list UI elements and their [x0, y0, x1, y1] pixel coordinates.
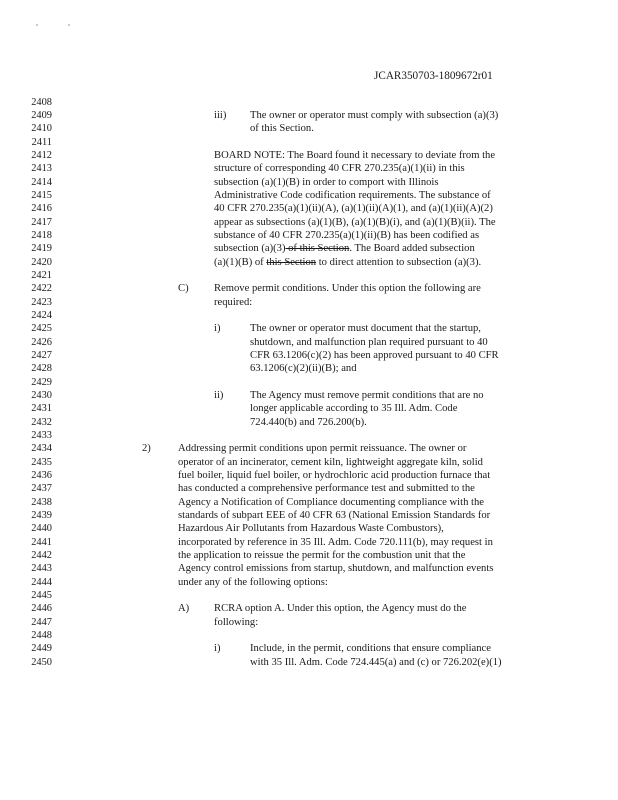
item-marker: i) — [214, 323, 221, 334]
item-marker: iii) — [214, 110, 227, 121]
body-text: following: — [214, 617, 259, 628]
line-number: 2433 — [31, 430, 52, 441]
board-note: substance of 40 CFR 270.235(a)(1)(ii)(B) has been codified as — [214, 230, 480, 241]
line-number: 2441 — [31, 537, 52, 548]
item-marker: i) — [214, 643, 221, 654]
line-number: 2436 — [31, 470, 52, 481]
body-text: Include, in the permit, conditions that ensure compliance — [250, 643, 491, 654]
line-number: 2409 — [31, 110, 52, 121]
document-id: JCAR350703-1809672r01 — [374, 70, 493, 82]
item-marker: C) — [178, 283, 189, 294]
body-text: The Agency must remove permit conditions that are no — [250, 390, 484, 401]
body-text: longer applicable according to 35 Ill. Adm. Code — [250, 403, 458, 414]
line-number: 2411 — [31, 137, 52, 148]
line-number: 2449 — [31, 643, 52, 654]
body-text: Agency control emissions from startup, shutdown, and malfunction events — [178, 563, 494, 574]
board-note — [214, 243, 475, 255]
line-number: 2448 — [31, 630, 52, 641]
line-number: 2414 — [31, 177, 52, 188]
line-number: 2450 — [31, 657, 52, 668]
board-note: appear as subsections (a)(1)(B), (a)(1)(B)(i), and (a)(1)(B)(ii). The — [214, 217, 496, 228]
body-text: incorporated by reference in 35 Ill. Adm. Code 720.111(b), may request in — [178, 537, 493, 548]
body-text: 63.1206(c)(2)(ii)(B); and — [250, 363, 357, 374]
body-text: operator of an incinerator, cement kiln, lightweight aggregate kiln, solid — [178, 457, 483, 468]
line-number: 2424 — [31, 310, 52, 321]
line-number: 2418 — [31, 230, 52, 241]
line-number: 2432 — [31, 417, 52, 428]
scan-speck — [68, 24, 70, 26]
line-number: 2415 — [31, 190, 52, 201]
body-text: Addressing permit conditions upon permit reissuance. The owner or — [178, 443, 467, 454]
line-number: 2439 — [31, 510, 52, 521]
item-marker: ii) — [214, 390, 224, 401]
board-note: 40 CFR 270.235(a)(1)(ii)(A), (a)(1)(ii)(A)(1), and (a)(1)(ii)(A)(2) — [214, 203, 493, 214]
line-number: 2444 — [31, 577, 52, 588]
line-number: 2446 — [31, 603, 52, 614]
note-text: to direct attention to subsection (a)(3). — [316, 257, 482, 268]
line-number: 2413 — [31, 163, 52, 174]
line-number: 2445 — [31, 590, 52, 601]
line-number: 2442 — [31, 550, 52, 561]
line-number: 2412 — [31, 150, 52, 161]
line-number: 2447 — [31, 617, 52, 628]
board-note: Administrative Code codification requirements. The substance of — [214, 190, 491, 201]
line-number: 2443 — [31, 563, 52, 574]
line-number: 2435 — [31, 457, 52, 468]
line-number: 2420 — [31, 257, 52, 268]
body-text: of this Section. — [250, 123, 314, 134]
body-text: standards of subpart EEE of 40 CFR 63 (National Emission Standards for — [178, 510, 491, 521]
body-text: required: — [214, 297, 253, 308]
line-number: 2422 — [31, 283, 52, 294]
line-number: 2427 — [31, 350, 52, 361]
deleted-text: this Section — [266, 257, 317, 268]
line-number: 2416 — [31, 203, 52, 214]
scan-speck — [36, 24, 38, 26]
board-note: structure of corresponding 40 CFR 270.235(a)(1)(ii) in this — [214, 163, 465, 174]
item-marker: 2) — [142, 443, 151, 454]
deleted-text: of this Section — [285, 243, 350, 254]
line-number: 2431 — [31, 403, 52, 414]
line-number: 2410 — [31, 123, 52, 134]
line-number: 2428 — [31, 363, 52, 374]
body-text: The owner or operator must document that the startup, — [250, 323, 481, 334]
line-number: 2425 — [31, 323, 52, 334]
line-number: 2417 — [31, 217, 52, 228]
board-note: BOARD NOTE: The Board found it necessary to deviate from the — [214, 150, 496, 161]
body-text: CFR 63.1206(c)(2) has been approved pursuant to 40 CFR — [250, 350, 499, 361]
line-number: 2426 — [31, 337, 52, 348]
line-number: 2438 — [31, 497, 52, 508]
body-text: fuel boiler, liquid fuel boiler, or hydrochloric acid production furnace that — [178, 470, 491, 481]
note-text: (a)(1)(B) of — [214, 257, 267, 268]
board-note: subsection (a)(1)(B) in order to comport with Illinois — [214, 177, 439, 188]
body-text: with 35 Ill. Adm. Code 724.445(a) and (c) or 726.202(e)(1) — [250, 657, 502, 668]
body-text: has conducted a comprehensive performance test and submitted to the — [178, 483, 475, 494]
line-number: 2437 — [31, 483, 52, 494]
line-number: 2408 — [31, 97, 52, 108]
note-text: subsection (a)(3) — [214, 243, 286, 254]
line-number: 2440 — [31, 523, 52, 534]
body-text: under any of the following options: — [178, 577, 328, 588]
body-text: The owner or operator must comply with subsection (a)(3) — [250, 110, 499, 121]
body-text: the application to reissue the permit for the combustion unit that the — [178, 550, 466, 561]
note-text: . The Board added subsection — [349, 243, 475, 254]
body-text: Agency a Notification of Compliance documenting compliance with the — [178, 497, 484, 508]
body-text: RCRA option A. Under this option, the Agency must do the — [214, 603, 467, 614]
line-number: 2430 — [31, 390, 52, 401]
body-text: 724.440(b) and 726.200(b). — [250, 417, 367, 428]
line-number: 2423 — [31, 297, 52, 308]
body-text: Hazardous Air Pollutants from Hazardous Waste Combustors), — [178, 523, 444, 534]
board-note — [214, 257, 481, 269]
line-number: 2421 — [31, 270, 52, 281]
line-number: 2429 — [31, 377, 52, 388]
body-text: Remove permit conditions. Under this option the following are — [214, 283, 481, 294]
item-marker: A) — [178, 603, 190, 614]
line-number: 2434 — [31, 443, 52, 454]
body-text: shutdown, and malfunction plan required pursuant to 40 — [250, 337, 488, 348]
line-number: 2419 — [31, 243, 52, 254]
